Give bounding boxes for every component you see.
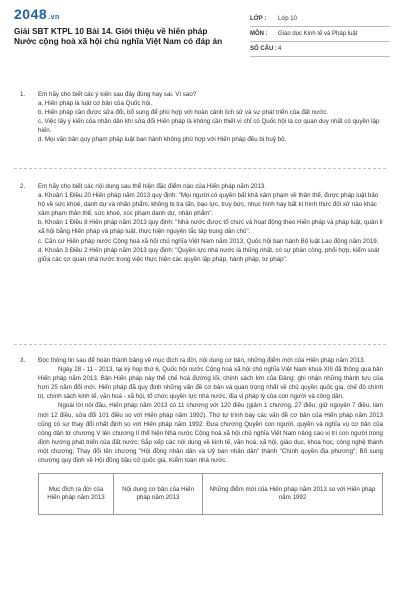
question-item: c. Căn cứ Hiến pháp nước Cộng hoà xã hội chủ nghĩa Việt Nam năm 2013, Quốc hội ban hành Bộ luật Lao động năm 2019. — [38, 237, 379, 245]
meta-key: LỚP : — [250, 16, 267, 22]
meta-question-count — [250, 42, 390, 57]
document-header — [0, 0, 400, 64]
question-2 — [0, 182, 400, 264]
question-item: b. Khoản 1 Điều 8 Hiến pháp năm 2013 quy định: "Nhà nước được tổ chức và hoạt động theo Hiến pháp và pháp luật, quản lí xã hội bằng Hiến pháp và pháp luật, thực hiện nguyên tắc tập trung dân chủ". — [38, 219, 383, 236]
question-item: a. Hiến pháp là luật cơ bản của Quốc hội. — [38, 100, 153, 108]
question-divider — [14, 168, 386, 169]
meta-value: Lớp 10 — [278, 16, 297, 22]
question-item: a. Khoản 1 Điều 20 Hiến pháp năm 2013 quy định: "Mọi người có quyền bất khả xâm phạm về thân thể, được pháp luật bảo hộ về sức khoẻ, danh dự và nhân phẩm, không bị tra tấn, bạo lực, truy bức, nhục hình hay bất kì hình thức đối xử nào khác xâm phạm thân thể, sức khoẻ, xúc phạm danh dự, nhân phẩm". — [38, 192, 379, 218]
question-divider — [14, 344, 386, 345]
question-prompt: Em hãy cho biết các ý kiến sau đây đúng hay sai. Vì sao? — [38, 91, 197, 98]
question-1 — [0, 90, 400, 145]
logo-text: 2048 — [14, 6, 48, 22]
document-title: Giải SBT KTPL 10 Bài 14. Giới thiệu về hiến pháp Nước cộng hoà xã hội chủ nghĩa Việt Nam có đáp án — [14, 26, 223, 46]
meta-grade — [250, 12, 390, 27]
reading-paragraph: Ngoài lời nói đầu, Hiến pháp năm 2013 có 11 chương với 120 điều (giảm 1 chương, 27 điều; giữ nguyên 7 điều, làm mới 12 điều, sửa đổi 101 điều so với Hiến pháp năm 1992). Thứ tự trình bày các vấn đề cơ bản của Hiến pháp năm 2013 cũng có sự thay đổi nhất định so với Hiến pháp năm 1992: Đưa chương Quyền con người, quyền và nghĩa vụ cơ bản của công dân từ chương V lên chương II thể hiện Nhà nước Cộng hoà xã hội chủ nghĩa Việt Nam nâng cao vị trí con người trong định hướng phát triển của đất nước; Sắp xếp các nội dung về kinh tế, văn hoá, xã hội, giáo dục, khoa học, công nghệ thành một chương; Thay đổi tên chương "Hội đồng nhân dân và Uỷ ban nhân dân" thành "Chính quyền địa phương"; Bổ sung chương quy định về Hội đồng bầu cử quốc gia, Kiểm toán nhà nước. — [38, 402, 383, 465]
answer-table — [38, 473, 383, 515]
site-logo[interactable] — [14, 6, 60, 22]
question-number: 2. — [20, 183, 26, 190]
table-header-row — [39, 474, 383, 515]
question-3 — [0, 356, 400, 515]
question-item: d. Khoản 3 Điều 2 Hiến pháp năm 2013 quy định: "Quyền lực nhà nước là thống nhất, có sự phân công, phối hợp, kiểm soát giữa các cơ quan nhà nước trong việc thực hiện các quyền lập pháp, hành pháp, tư pháp". — [38, 246, 380, 263]
question-number: 3. — [20, 357, 26, 364]
meta-key: SỐ CÂU : — [250, 46, 277, 52]
table-header-cell: Mục đích ra đời của Hiến pháp năm 2013 — [39, 474, 114, 515]
question-item: b. Hiến pháp cần được sửa đổi, bổ sung để phù hợp với hoàn cảnh lịch sử và sự phát triển của đất nước. — [38, 109, 329, 117]
question-number: 1. — [20, 91, 26, 98]
meta-value: 4 — [278, 46, 282, 52]
question-item: d. Mọi văn bản quy phạm pháp luật ban hành không phù hợp với Hiến pháp đều bị huỷ bỏ. — [38, 136, 287, 144]
meta-key: MÔN : — [250, 31, 268, 37]
question-prompt: Đọc thông tin sau để hoàn thành bảng về mục đích ra đời, nội dung cơ bản, những điểm mới của Hiến pháp năm 2013. — [38, 357, 366, 364]
document-meta — [250, 12, 390, 57]
meta-value: Giáo dục Kinh tế và Pháp luật — [278, 31, 358, 37]
question-item: c. Việc lấy ý kiến của nhân dân khi sửa đổi Hiến pháp là không cần thiết vì chỉ có Quốc hội là cơ quan duy nhất có quyền lập hiến. — [38, 118, 380, 135]
table-header-cell: Nội dung cơ bản của Hiến pháp năm 2013 — [114, 474, 203, 515]
meta-subject — [250, 27, 390, 42]
table-header-cell: Những điểm mới của Hiến pháp năm 2013 so với Hiến pháp năm 1992 — [203, 474, 383, 515]
logo-suffix: .vn — [48, 14, 60, 21]
question-prompt: Em hãy cho biết các nội dung sau thể hiện đặc điểm nào của Hiến pháp năm 2013. — [38, 183, 267, 190]
reading-paragraph: Ngày 28 - 11 - 2013, tại kỳ họp thứ 6, Quốc hội nước Cộng hoà xã hội chủ nghĩa Việt Nam khoá XIII đã thông qua bản Hiến pháp năm 2013. Bản Hiến pháp này thể chế hoá đường lối, chính sách lớn của Đảng; ghi nhận những thành tựu của hơn 25 năm đổi mới. Hiến pháp đã quy định những vấn đề cơ bản và quan trọng nhất về chủ quyền quốc gia, chế độ chính trị, chính sách kinh tế, văn hoá - xã hội, tổ chức quyền lực nhà nước, địa vị pháp lý của con người và công dân. — [38, 366, 383, 401]
